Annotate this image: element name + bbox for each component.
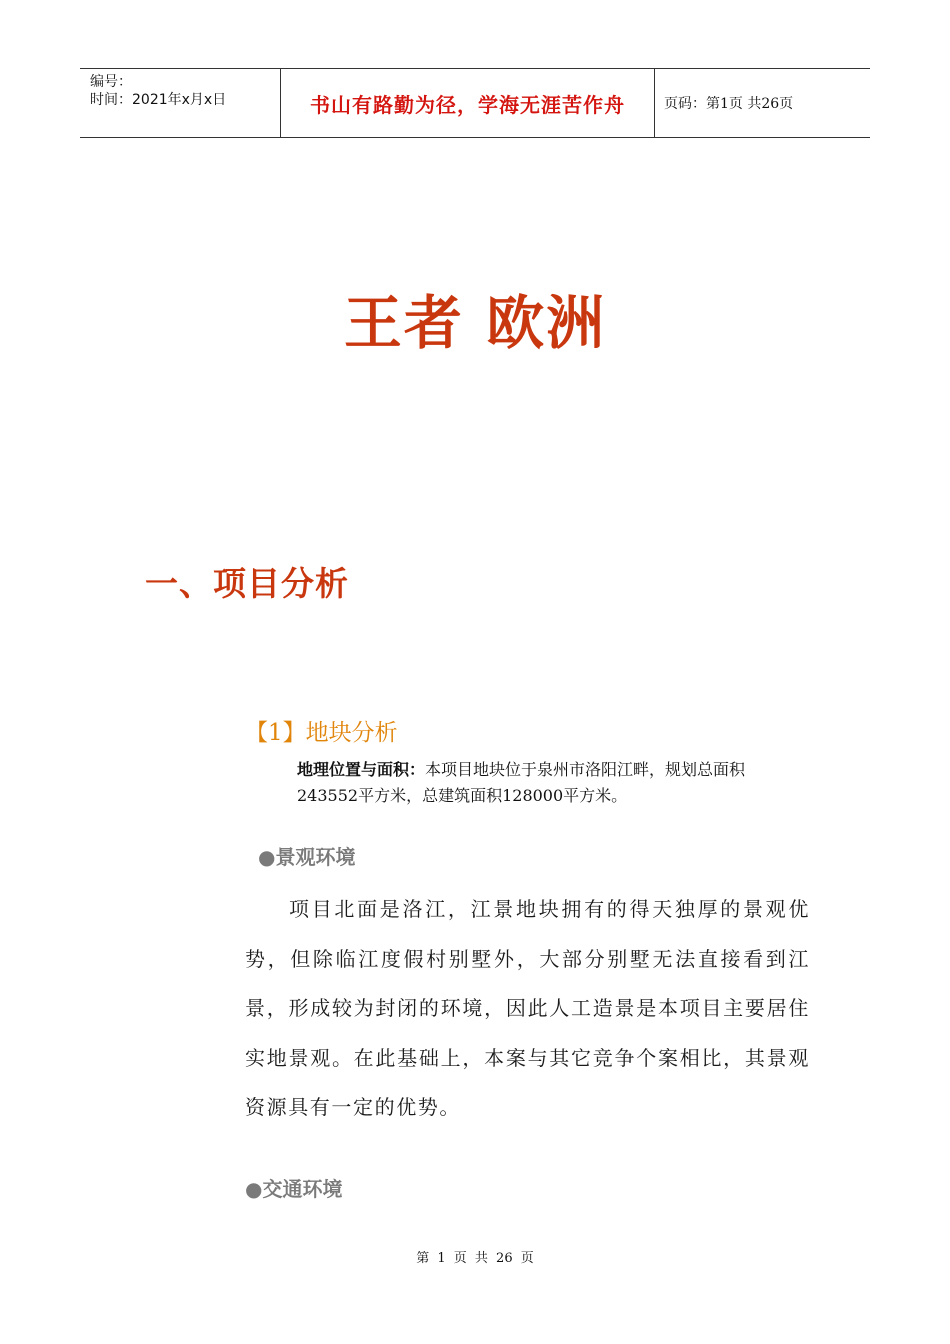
document-title: 王者 欧洲 [343,289,607,357]
landscape-heading-text: 景观环境 [275,845,356,869]
header-page-info: 页码：第1页 共26页 [664,96,794,112]
landscape-heading [258,841,355,870]
landscape-paragraph: 项目北面是洛江，江景地块拥有的得天独厚的景观优势，但除临江度假村别墅外，大部分别墅无法直接看到江景，形成较为封闭的环境，因此人工造景是本项目主要居住实地景观。在此基础上，本案与其它竞争个案相比，其景观资源具有一定的优势。 [245,897,810,1119]
bullet-icon: ● [245,1177,263,1201]
header-motto: 书山有路勤为径，学海无涯苦作舟 [281,69,655,137]
geo-label: 地理位置与面积： [297,760,426,779]
subsection-number: 【1】 [245,720,306,746]
subsection-title: 地块分析 [305,720,398,746]
header-number-label: 编号： [90,74,132,90]
traffic-heading [245,1173,342,1202]
page-footer: 第 1 页 共 26 页 [416,1251,534,1266]
section-title: 一、项目分析 [145,564,349,603]
geo-paragraph [297,757,809,809]
header-time-label: 时间：2021年x月x日 [90,92,227,108]
geo-text: 本项目地块位于泉州市洛阳江畔，规划总面积 243552平方米，总建筑面积128000平方米。 [297,760,746,805]
header-meta-cell [80,69,281,137]
page-header [80,68,870,138]
bullet-icon: ● [258,845,276,869]
subsection-heading [245,714,398,747]
traffic-heading-text: 交通环境 [262,1177,343,1201]
